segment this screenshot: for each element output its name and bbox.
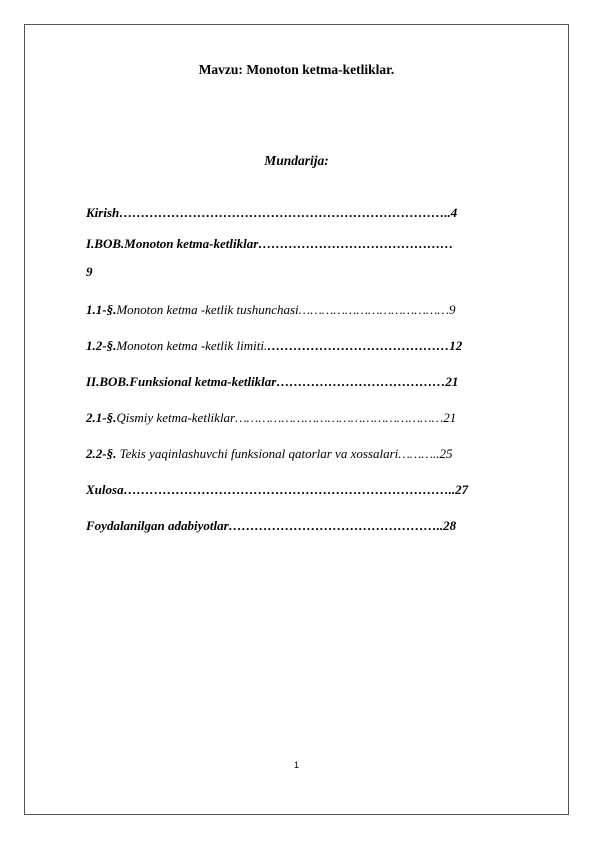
toc-entry-number: 1.1-§. — [86, 302, 117, 317]
toc-entry-title: Monoton ketma -ketlik tushunchasi — [116, 302, 299, 317]
document-title — [24, 62, 569, 78]
toc-entry-page: 25 — [439, 446, 453, 461]
toc-entry-title: Foydalanilgan adabiyotlar — [86, 518, 229, 533]
toc-entry-number: 1.2-§. — [86, 338, 117, 353]
toc-entry-section-1-2 — [86, 338, 462, 354]
toc-entry-title: I.BOB.Monoton ketma-ketliklar — [86, 236, 259, 251]
toc-entry-xulosa — [86, 482, 468, 498]
toc-entry-number: 2.2-§. — [86, 446, 117, 461]
toc-entry-dots: ……………………………………… — [258, 236, 454, 251]
toc-entry-adabiyotlar — [86, 518, 456, 534]
toc-entry-section-2-2 — [86, 446, 452, 462]
toc-entry-bob2 — [86, 374, 458, 390]
toc-entry-dots: ………………………………… — [276, 374, 446, 389]
toc-entry-bob1 — [86, 236, 453, 252]
toc-entry-section-1-1 — [86, 302, 455, 318]
toc-entry-dots: ……….. — [398, 446, 440, 461]
title-text: Monoton ketma-ketliklar. — [246, 62, 395, 77]
toc-entry-dots: ……………………………………………… — [235, 410, 444, 425]
toc-entry-title: Kirish — [86, 205, 120, 220]
toc-entry-title: Tekis yaqinlashuvchi funksional qatorlar va xossalari — [116, 446, 399, 461]
toc-entry-dots: …………………………………… — [267, 338, 450, 353]
toc-entry-title: Xulosa — [86, 482, 124, 497]
toc-entry-page: 28 — [443, 518, 457, 533]
toc-entry-page: 9 — [448, 302, 456, 317]
toc-entry-page: 9 — [86, 264, 93, 279]
toc-entry-page: 21 — [443, 410, 457, 425]
toc-entry-number: 2.1-§. — [86, 410, 117, 425]
toc-entry-title: II.BOB.Funksional ketma-ketliklar — [86, 374, 277, 389]
title-label: Mavzu: — [198, 62, 243, 77]
toc-entry-page: 12 — [449, 338, 463, 353]
toc-heading: Mundarija: — [264, 153, 329, 168]
toc-entry-dots: ………………………………………………………………….. — [119, 205, 451, 220]
toc-entry-section-2-1 — [86, 410, 456, 426]
toc-entry-dots: ………………………………………………………………….. — [123, 482, 456, 497]
toc-entry-title: Monoton ketma -ketlik limiti. — [116, 338, 268, 353]
toc-entry-page: 21 — [445, 374, 459, 389]
toc-entry-dots: ………………………………… — [298, 302, 449, 317]
page-number: 1 — [293, 760, 299, 770]
toc-entry-dots: ………………………………………….. — [228, 518, 444, 533]
toc-entry-page: 4 — [450, 205, 458, 220]
toc-entry-title: Qismiy ketma-ketliklar — [116, 410, 236, 425]
toc-entry-bob1-page-line — [86, 264, 93, 280]
toc-entry-kirish — [86, 205, 457, 221]
toc-entry-page: 27 — [455, 482, 469, 497]
